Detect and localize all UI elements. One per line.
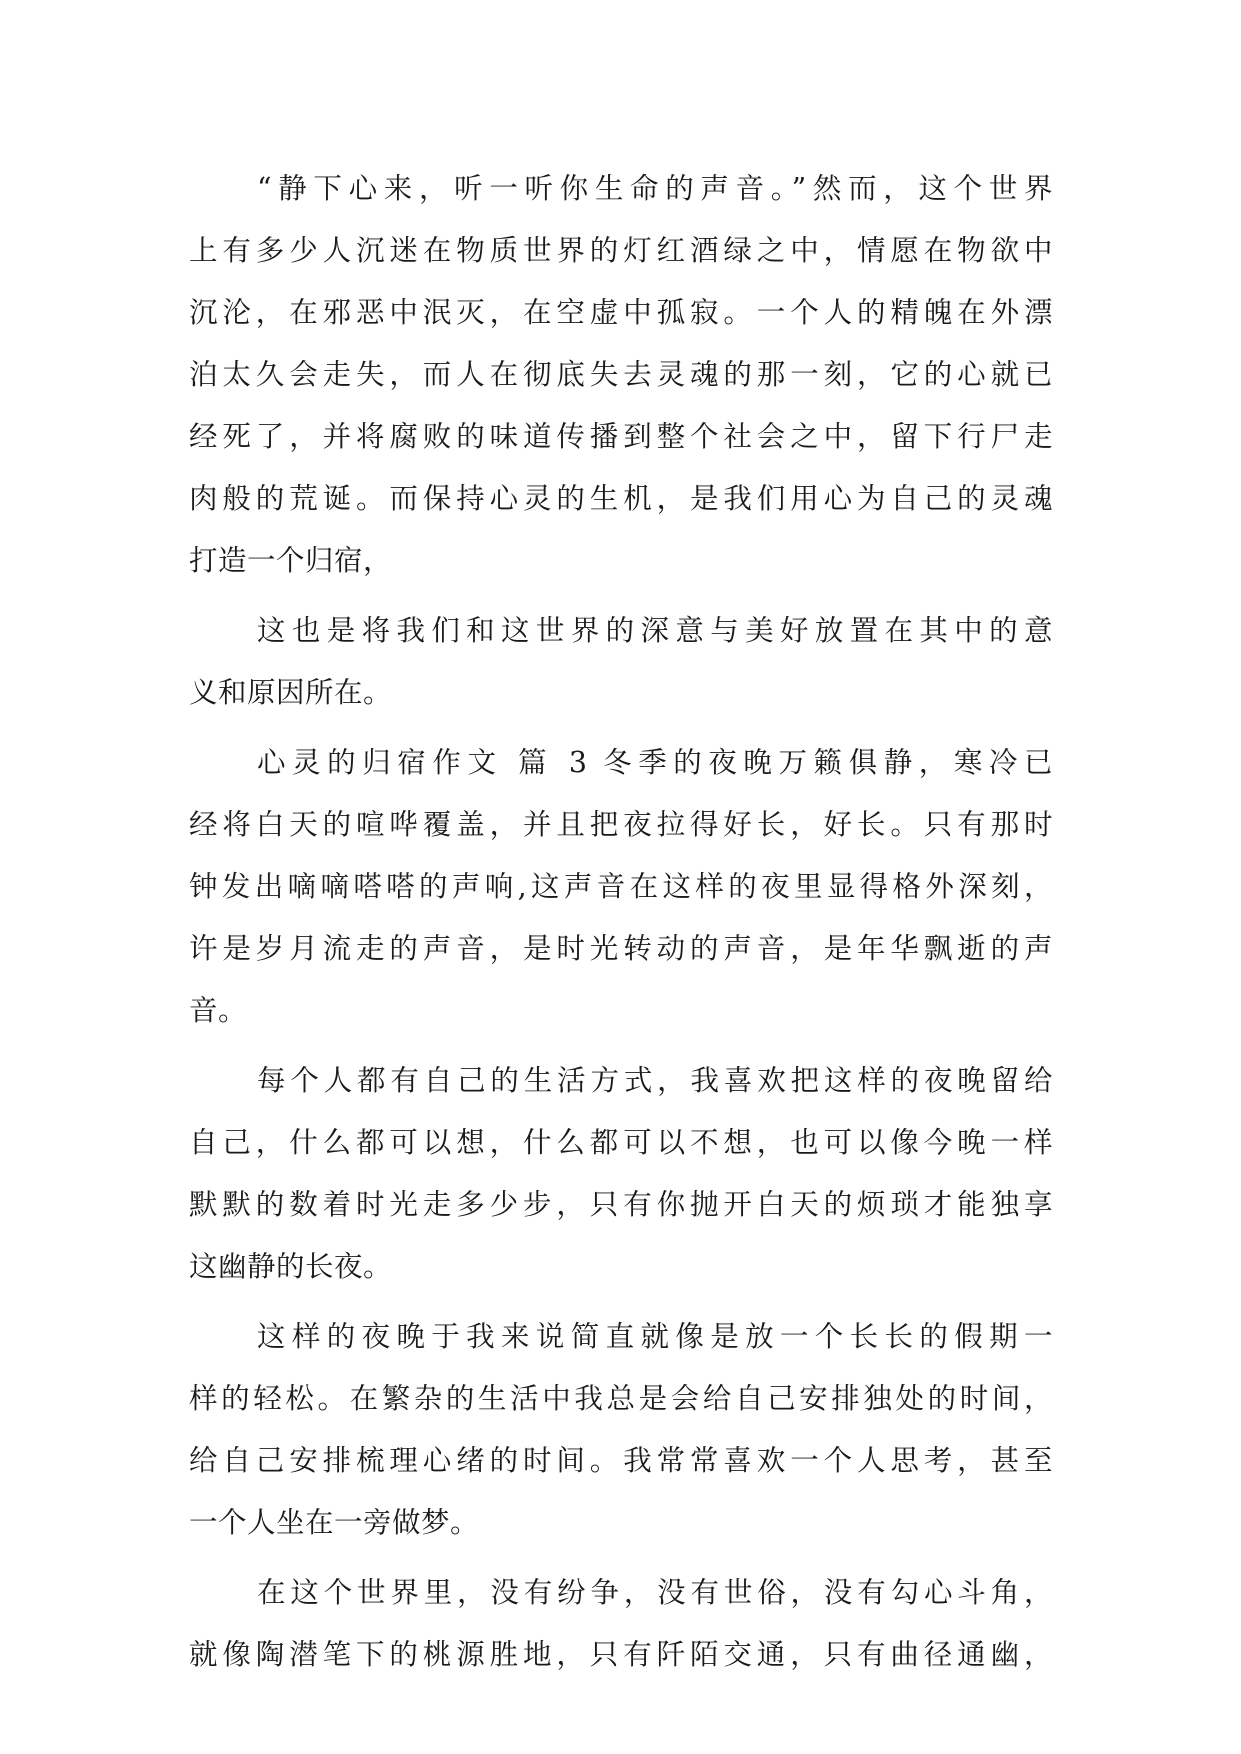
paragraph-line: 经死了，并将腐败的味道传播到整个社会之中，留下行尸走 (189, 420, 1053, 453)
paragraph-spacer (189, 1042, 1053, 1050)
paragraph-spacer (189, 592, 1053, 600)
paragraph (189, 1562, 1053, 1686)
document-body (189, 158, 1053, 1686)
paragraph-line: 义和原因所在。 (189, 676, 393, 709)
paragraph-line: 就像陶潜笔下的桃源胜地，只有阡陌交通，只有曲径通幽， (189, 1638, 1053, 1671)
paragraph-line: 自己，什么都可以想，什么都可以不想，也可以像今晚一样 (189, 1126, 1053, 1159)
paragraph-spacer (189, 1554, 1053, 1562)
paragraph-line: 许是岁月流走的声音，是时光转动的声音，是年华飘逝的声 (189, 932, 1053, 965)
paragraph-line: 这幽静的长夜。 (189, 1250, 393, 1283)
paragraph (189, 158, 1053, 592)
paragraph (189, 1306, 1053, 1554)
paragraph-line: 一个人坐在一旁做梦。 (189, 1506, 480, 1539)
paragraph-line: 泊太久会走失，而人在彻底失去灵魂的那一刻，它的心就已 (189, 358, 1053, 391)
paragraph (189, 732, 1053, 1042)
paragraph-line: 这也是将我们和这世界的深意与美好放置在其中的意 (257, 614, 1053, 647)
paragraph-spacer (189, 1298, 1053, 1306)
paragraph-line: 每个人都有自己的生活方式，我喜欢把这样的夜晚留给 (257, 1064, 1053, 1097)
paragraph-line: 沉沦，在邪恶中泯灭，在空虚中孤寂。一个人的精魄在外漂 (189, 296, 1053, 329)
paragraph-line: 默默的数着时光走多少步，只有你抛开白天的烦琐才能独享 (189, 1188, 1053, 1221)
paragraph-line: 这样的夜晚于我来说简直就像是放一个长长的假期一 (257, 1320, 1053, 1353)
paragraph-line: 给自己安排梳理心绪的时间。我常常喜欢一个人思考，甚至 (189, 1444, 1053, 1477)
paragraph-line: 肉般的荒诞。而保持心灵的生机，是我们用心为自己的灵魂 (189, 482, 1053, 515)
paragraph-spacer (189, 724, 1053, 732)
paragraph (189, 1050, 1053, 1298)
paragraph-line: 在这个世界里，没有纷争，没有世俗，没有勾心斗角， (257, 1576, 1053, 1609)
paragraph-line: “静下心来，听一听你生命的声音。”然而，这个世界 (257, 172, 1053, 205)
paragraph-line: 打造一个归宿， (189, 544, 393, 577)
paragraph-line: 上有多少人沉迷在物质世界的灯红酒绿之中，情愿在物欲中 (189, 234, 1053, 267)
paragraph-line: 钟发出嘀嘀嗒嗒的声响,这声音在这样的夜里显得格外深刻， (189, 870, 1053, 903)
paragraph-line: 音。 (189, 994, 248, 1027)
paragraph (189, 600, 1053, 724)
paragraph-line: 经将白天的喧哗覆盖，并且把夜拉得好长，好长。只有那时 (189, 808, 1053, 841)
section-heading-line: 心灵的归宿作文 篇 3 冬季的夜晚万籁俱静，寒冷已 (257, 746, 1053, 779)
paragraph-line: 样的轻松。在繁杂的生活中我总是会给自己安排独处的时间， (189, 1382, 1053, 1415)
